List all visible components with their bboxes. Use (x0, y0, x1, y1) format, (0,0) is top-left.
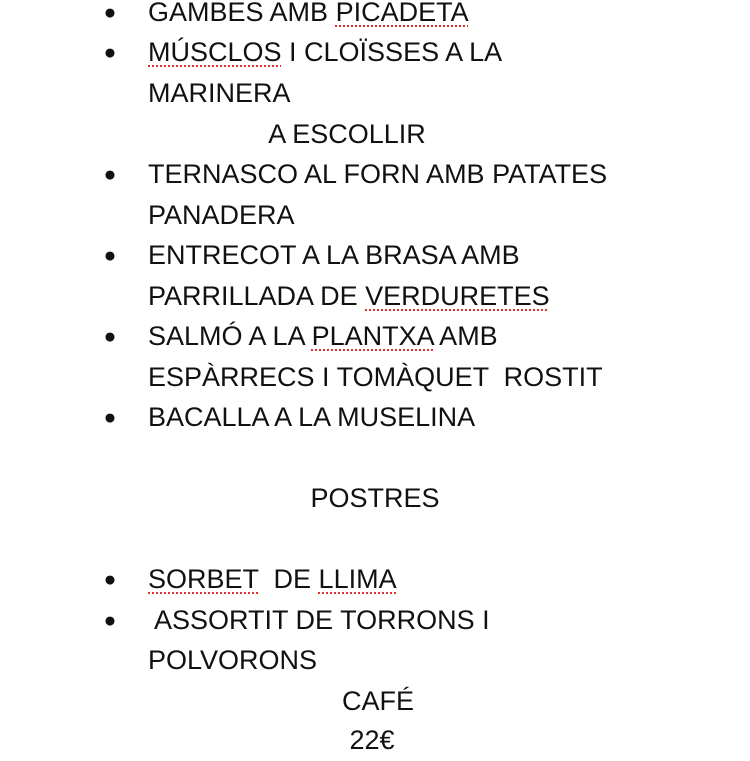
menu-item-salmo: ● SALMÓ A LA PLANTXA AMB (0, 316, 750, 357)
menu-price: 22€ (349, 725, 395, 755)
spellcheck-word: SORBET (148, 564, 259, 594)
section-heading-postres: POSTRES (310, 483, 440, 513)
menu-item-continuation: MARINERA (148, 78, 291, 108)
bullet: ● (103, 406, 117, 429)
bullet: ● (103, 325, 117, 348)
menu-item-continuation: PARRILLADA DE VERDURETES (148, 281, 550, 311)
menu-item-continuation: POLVORONS (148, 645, 318, 675)
menu-item-continuation: PANADERA (148, 200, 295, 230)
bullet: ● (103, 568, 117, 591)
menu-item-musclos (0, 32, 750, 73)
spellcheck-word: PLANTXA (311, 321, 434, 351)
section-heading-escollir: A ESCOLLIR (268, 119, 426, 149)
bullet: ● (103, 609, 117, 632)
bullet: ● (103, 1, 117, 24)
menu-item-bacalla: ● BACALLA A LA MUSELINA (0, 397, 750, 438)
menu-cafe: CAFÉ (341, 686, 414, 716)
bullet: ● (103, 41, 117, 64)
bullet: ● (103, 163, 117, 186)
spellcheck-word: MÚSCLOS (148, 37, 282, 67)
menu-item-continuation: ESPÀRRECS I TOMÀQUET ROSTIT (148, 362, 603, 392)
spellcheck-word: PICADETA (335, 0, 469, 27)
menu-item-assortit: ● ASSORTIT DE TORRONS I (0, 600, 750, 641)
menu-item-sorbet: ● SORBET DE LLIMA (0, 559, 750, 600)
menu-item-text: GAMBES AMB PICADETA (148, 0, 469, 33)
menu-item-entrecot: ● ENTRECOT A LA BRASA AMB (0, 235, 750, 276)
menu-item-ternasco: ● TERNASCO AL FORN AMB PATATES (0, 154, 750, 195)
menu-item-text: MÚSCLOS I CLOÏSSES A LA (148, 37, 503, 67)
menu-item-gambes (0, 0, 750, 33)
spellcheck-word: LLIMA (318, 564, 397, 594)
bullet: ● (103, 244, 117, 267)
spellcheck-word: VERDURETES (365, 281, 550, 311)
